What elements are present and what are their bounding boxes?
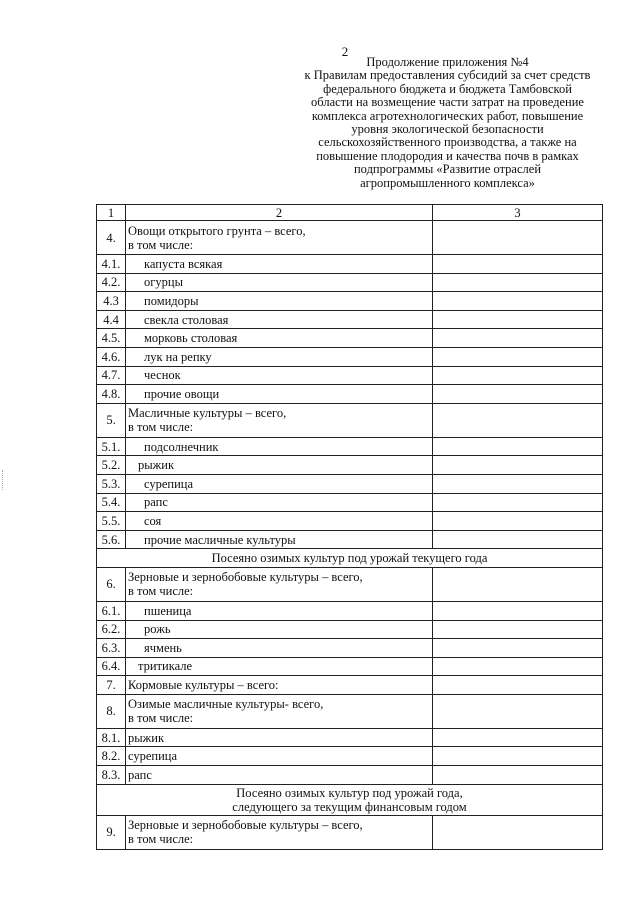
row-number: 4.1. [97, 255, 126, 274]
crop-name-line: в том числе: [128, 584, 194, 599]
crop-name-line: рапс [144, 495, 168, 510]
column-header-2: 2 [126, 205, 433, 221]
table-row [97, 221, 603, 255]
row-number: 6.4. [97, 657, 126, 676]
table-row [97, 366, 603, 385]
value-cell [433, 657, 603, 676]
value-cell [433, 403, 603, 437]
crop-name [126, 347, 433, 366]
value-cell [433, 728, 603, 747]
row-number: 8. [97, 694, 126, 728]
header-line: повышение плодородия и качества почв в рамках [316, 148, 579, 163]
crop-name-line: рапс [128, 767, 152, 782]
crop-name-line: соя [144, 513, 162, 528]
table-row [97, 474, 603, 493]
section-title [97, 549, 603, 568]
crop-name [126, 456, 433, 475]
row-number: 6.3. [97, 639, 126, 658]
value-cell [433, 255, 603, 274]
crop-name [126, 530, 433, 549]
crop-name-line: сурепица [144, 476, 194, 491]
crop-name-line: Кормовые культуры – всего: [128, 678, 279, 693]
row-number: 8.1. [97, 728, 126, 747]
crop-name [126, 512, 433, 531]
header-line: к Правилам предоставления субсидий за счет средств [304, 68, 591, 83]
crop-name-line: капуста всякая [144, 256, 223, 271]
table-row [97, 766, 603, 785]
crop-name-line: свекла столовая [144, 312, 229, 327]
value-cell [433, 347, 603, 366]
value-cell [433, 474, 603, 493]
row-number: 4.2. [97, 273, 126, 292]
header-line: уровня экологической безопасности [351, 122, 544, 137]
row-number: 6.2. [97, 620, 126, 639]
crop-name [126, 221, 433, 255]
crops-table [96, 204, 603, 850]
row-number: 9. [97, 815, 126, 849]
header-line: агропромышленного комплекса» [360, 175, 535, 190]
crop-name [126, 403, 433, 437]
row-number: 4.4 [97, 310, 126, 329]
row-number: 8.2. [97, 747, 126, 766]
table-header-row [97, 205, 603, 221]
header-line: федерального бюджета и бюджета Тамбовской [323, 81, 572, 96]
value-cell [433, 694, 603, 728]
value-cell [433, 601, 603, 620]
crop-name [126, 292, 433, 311]
table-row [97, 657, 603, 676]
value-cell [433, 310, 603, 329]
table-row [97, 620, 603, 639]
row-number: 4.8. [97, 385, 126, 404]
crop-name-line: рожь [144, 622, 171, 637]
header-line: области на возмещение части затрат на проведение [311, 95, 584, 110]
table-row [97, 493, 603, 512]
row-number: 5.3. [97, 474, 126, 493]
row-number: 6. [97, 567, 126, 601]
header-line: Продолжение приложения №4 [366, 55, 529, 69]
appendix-header [280, 56, 615, 190]
value-cell [433, 329, 603, 348]
row-number: 8.3. [97, 766, 126, 785]
section-header-row [97, 549, 603, 568]
column-header-3: 3 [433, 205, 603, 221]
crop-name [126, 728, 433, 747]
crop-name [126, 273, 433, 292]
row-number: 4.7. [97, 366, 126, 385]
value-cell [433, 292, 603, 311]
row-number: 4.6. [97, 347, 126, 366]
section-title [97, 784, 603, 815]
crop-name-line: помидоры [144, 293, 199, 308]
crop-name [126, 601, 433, 620]
crop-name-line: в том числе: [128, 711, 194, 726]
row-number: 5.6. [97, 530, 126, 549]
value-cell [433, 747, 603, 766]
value-cell [433, 512, 603, 531]
crop-name [126, 366, 433, 385]
crop-name-line: рыжик [128, 730, 165, 745]
section-header-row [97, 784, 603, 815]
crop-name-line: рыжик [138, 458, 175, 473]
value-cell [433, 639, 603, 658]
table-body [97, 205, 603, 850]
value-cell [433, 567, 603, 601]
header-line: сельскохозяйственного производства, а также на [318, 135, 577, 150]
crop-name-line: в том числе: [128, 832, 194, 847]
table-row [97, 639, 603, 658]
binding-margin-mark [2, 470, 5, 490]
row-number: 5.4. [97, 493, 126, 512]
section-title-line: Посеяно озимых культур под урожай года, [236, 785, 463, 800]
crop-name [126, 766, 433, 785]
value-cell [433, 493, 603, 512]
crop-name [126, 747, 433, 766]
table-row [97, 694, 603, 728]
header-line: подпрограммы «Развитие отраслей [353, 162, 542, 177]
crop-name-line: ячмень [144, 640, 182, 655]
crop-name-line: Овощи открытого грунта – всего, [128, 223, 306, 238]
value-cell [433, 530, 603, 549]
table-row [97, 456, 603, 475]
table-row [97, 530, 603, 549]
crop-name-line: Зерновые и зернобобовые культуры – всего, [128, 818, 363, 833]
crop-name-line: морковь столовая [144, 331, 238, 346]
table-row [97, 310, 603, 329]
table-row [97, 601, 603, 620]
crop-name-line: в том числе: [128, 420, 194, 435]
header-line: комплекса агротехнологических работ, повышение [311, 108, 584, 123]
crop-name [126, 676, 433, 695]
value-cell [433, 273, 603, 292]
value-cell [433, 385, 603, 404]
crop-name-line: сурепица [128, 749, 178, 764]
row-number: 4.3 [97, 292, 126, 311]
table-row [97, 385, 603, 404]
crop-name [126, 639, 433, 658]
table-row [97, 347, 603, 366]
crop-name-line: в том числе: [128, 237, 194, 252]
column-header-1: 1 [97, 205, 126, 221]
crop-name [126, 567, 433, 601]
crop-name-line: прочие овощи [144, 386, 220, 401]
row-number: 5. [97, 403, 126, 437]
crop-name [126, 474, 433, 493]
crop-name-line: чеснок [144, 368, 181, 383]
value-cell [433, 815, 603, 849]
crop-name-line: подсолнечник [144, 439, 219, 454]
crop-name-line: лук на репку [144, 349, 212, 364]
crop-name [126, 255, 433, 274]
page-number: 2 [341, 44, 349, 59]
table-row [97, 437, 603, 456]
crop-name [126, 694, 433, 728]
section-title-line: следующего за текущим финансовым годом [232, 799, 467, 814]
row-number: 5.5. [97, 512, 126, 531]
value-cell [433, 620, 603, 639]
row-number: 6.1. [97, 601, 126, 620]
row-number: 4. [97, 221, 126, 255]
row-number: 5.2. [97, 456, 126, 475]
value-cell [433, 221, 603, 255]
table-row [97, 728, 603, 747]
table-row [97, 676, 603, 695]
crop-name [126, 437, 433, 456]
table-row [97, 329, 603, 348]
crop-name-line: Зерновые и зернобобовые культуры – всего, [128, 570, 363, 585]
table-row [97, 567, 603, 601]
table-row [97, 747, 603, 766]
table-row [97, 403, 603, 437]
crop-name-line: Озимые масличные культуры- всего, [128, 697, 324, 712]
crop-name [126, 329, 433, 348]
table-row [97, 815, 603, 849]
row-number: 7. [97, 676, 126, 695]
crop-name [126, 620, 433, 639]
crop-name [126, 493, 433, 512]
crop-name-line: пшеница [144, 603, 192, 618]
table-row [97, 292, 603, 311]
crop-name [126, 385, 433, 404]
row-number: 5.1. [97, 437, 126, 456]
value-cell [433, 437, 603, 456]
crop-name-line: прочие масличные культуры [144, 532, 296, 547]
crop-name [126, 657, 433, 676]
crop-name [126, 310, 433, 329]
table-row [97, 273, 603, 292]
value-cell [433, 456, 603, 475]
value-cell [433, 366, 603, 385]
crop-name-line: Масличные культуры – всего, [128, 406, 287, 421]
value-cell [433, 676, 603, 695]
crop-name-line: огурцы [144, 275, 183, 290]
crop-name-line: тритикале [138, 659, 193, 674]
table-row [97, 255, 603, 274]
section-title-line: Посеяно озимых культур под урожай текущего года [211, 551, 488, 566]
crop-name [126, 815, 433, 849]
table-row [97, 512, 603, 531]
row-number: 4.5. [97, 329, 126, 348]
value-cell [433, 766, 603, 785]
